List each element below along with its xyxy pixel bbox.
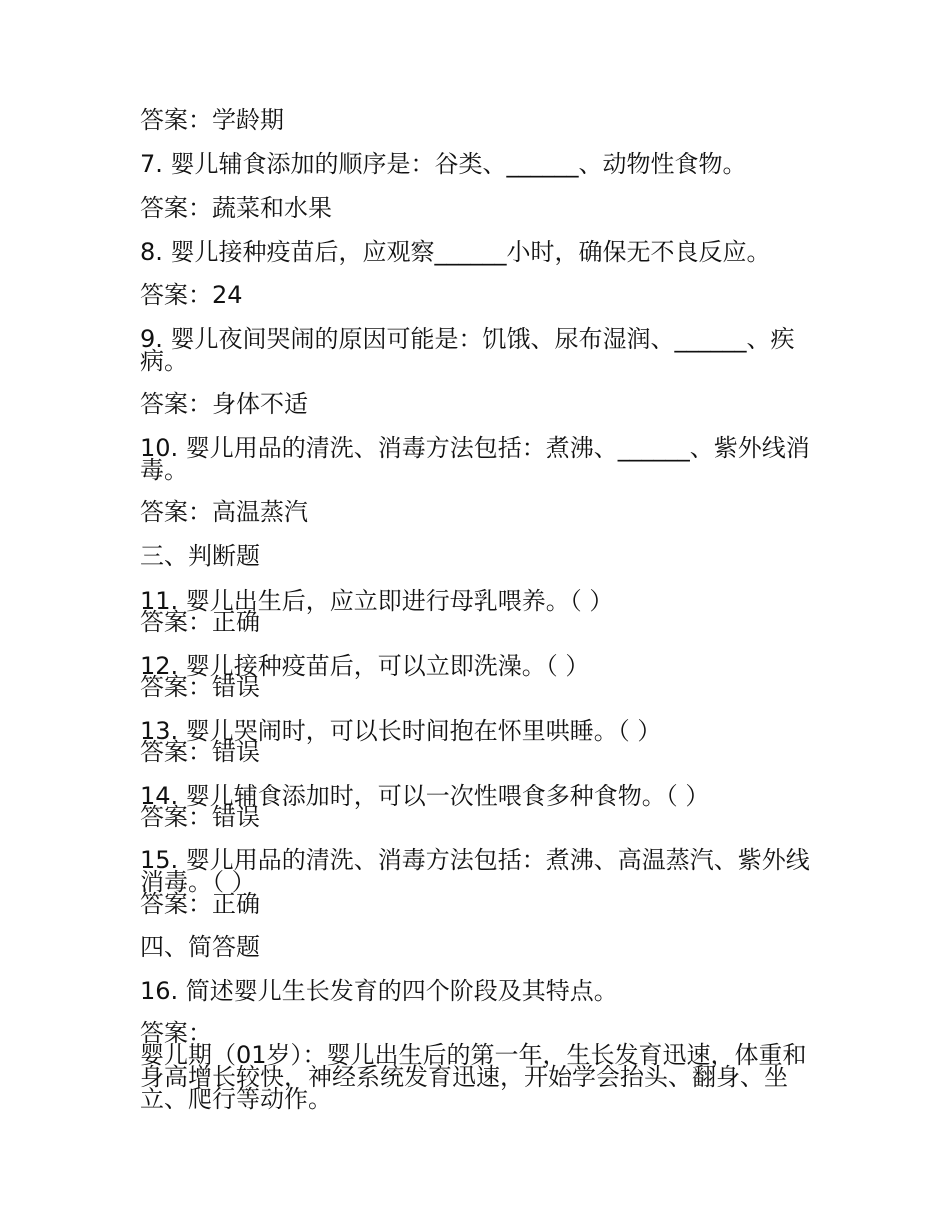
question-line: 11. 婴儿出生后，应立即进行母乳喂养。（ ）	[140, 587, 614, 615]
answer-line: 答案：24	[140, 281, 243, 309]
question-line: 12. 婴儿接种疫苗后，可以立即洗澡。（ ）	[140, 652, 590, 680]
question-line: 13. 婴儿哭闹时，可以长时间抱在怀里哄睡。（ ）	[140, 717, 662, 745]
question-line: 14. 婴儿辅食添加时，可以一次性喂食多种食物。（ ）	[140, 782, 710, 810]
section-heading: 三、判断题	[140, 542, 260, 570]
answer-line: 答案：高温蒸汽	[140, 498, 308, 526]
answer-line: 答案：正确	[140, 890, 260, 918]
answer-line: 答案：身体不适	[140, 390, 308, 418]
answer-line: 答案：正确	[140, 608, 260, 636]
answer-line: 答案：学龄期	[140, 106, 284, 134]
question-line: 16. 简述婴儿生长发育的四个阶段及其特点。	[140, 977, 618, 1005]
answer-line: 答案：错误	[140, 673, 260, 701]
question-line: 10. 婴儿用品的清洗、消毒方法包括：煮沸、______、紫外线消毒。	[140, 434, 810, 484]
question-line: 9. 婴儿夜间哭闹的原因可能是：饥饿、尿布湿润、______、疾病。	[140, 325, 795, 375]
question-line: 15. 婴儿用品的清洗、消毒方法包括：煮沸、高温蒸汽、紫外线消毒。（ ）	[140, 846, 810, 896]
answer-label: 答案：	[140, 1019, 212, 1047]
answer-line: 答案：蔬菜和水果	[140, 194, 332, 222]
section-heading: 四、简答题	[140, 933, 260, 961]
answer-line: 答案：错误	[140, 803, 260, 831]
answer-paragraph: 婴儿期（01岁）：婴儿出生后的第一年，生长发育迅速，体重和身高增长较快，神经系统发育迅速，开始学会抬头、翻身、坐立、爬行等动作。	[140, 1041, 807, 1113]
question-line: 7. 婴儿辅食添加的顺序是：谷类、______、动物性食物。	[140, 150, 747, 178]
answer-line: 答案：错误	[140, 738, 260, 766]
question-line: 8. 婴儿接种疫苗后，应观察______小时，确保无不良反应。	[140, 238, 771, 266]
